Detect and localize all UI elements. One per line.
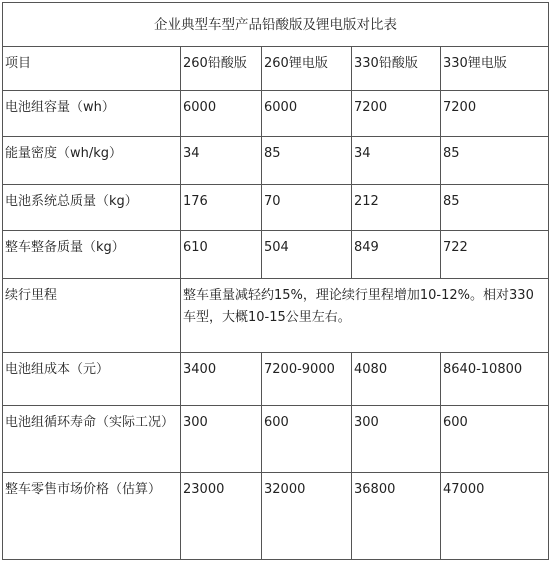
table-cell: 34 [352,137,441,185]
table-cell: 6000 [181,91,262,137]
table-cell: 176 [181,185,262,231]
table-cell: 47000 [441,473,549,560]
table-cell: 7200-9000 [262,353,352,406]
table-row [3,406,549,473]
table-row [3,279,549,353]
merged-cell: 整车重量减轻约15%，理论续行里程增加10-12%。相对330车型，大概10-15公里左右。 [181,279,549,353]
table-cell: 85 [441,185,549,231]
table-cell: 34 [181,137,262,185]
table-cell: 600 [441,406,549,473]
table-row [3,231,549,279]
table-cell: 212 [352,185,441,231]
table-cell: 85 [262,137,352,185]
row-label: 续行里程 [3,279,181,353]
table-cell: 600 [262,406,352,473]
row-label: 电池组容量（wh） [3,91,181,137]
row-label: 电池组循环寿命（实际工况） [3,406,181,473]
table-row [3,91,549,137]
header-cell: 260铅酸版 [181,47,262,91]
table-cell: 7200 [441,91,549,137]
header-cell: 330锂电版 [441,47,549,91]
table-cell: 8640-10800 [441,353,549,406]
table-cell: 70 [262,185,352,231]
row-label: 能量密度（wh/kg） [3,137,181,185]
table-cell: 4080 [352,353,441,406]
title-row [3,3,549,47]
table-cell: 504 [262,231,352,279]
table-row [3,473,549,560]
row-label: 电池系统总质量（kg） [3,185,181,231]
header-cell: 项目 [3,47,181,91]
table-cell: 300 [352,406,441,473]
table-cell: 36800 [352,473,441,560]
table-cell: 3400 [181,353,262,406]
header-cell: 260锂电版 [262,47,352,91]
table-row [3,353,549,406]
comparison-table [2,2,549,560]
header-cell: 330铅酸版 [352,47,441,91]
table-cell: 85 [441,137,549,185]
table-cell: 23000 [181,473,262,560]
row-label: 整车零售市场价格（估算） [3,473,181,560]
row-label: 电池组成本（元） [3,353,181,406]
table-cell: 300 [181,406,262,473]
table-title: 企业典型车型产品铅酸版及锂电版对比表 [3,3,549,47]
table-cell: 6000 [262,91,352,137]
table-cell: 722 [441,231,549,279]
row-label: 整车整备质量（kg） [3,231,181,279]
header-row [3,47,549,91]
table-cell: 610 [181,231,262,279]
table-cell: 32000 [262,473,352,560]
table-row [3,137,549,185]
table-row [3,185,549,231]
table-cell: 849 [352,231,441,279]
table-cell: 7200 [352,91,441,137]
